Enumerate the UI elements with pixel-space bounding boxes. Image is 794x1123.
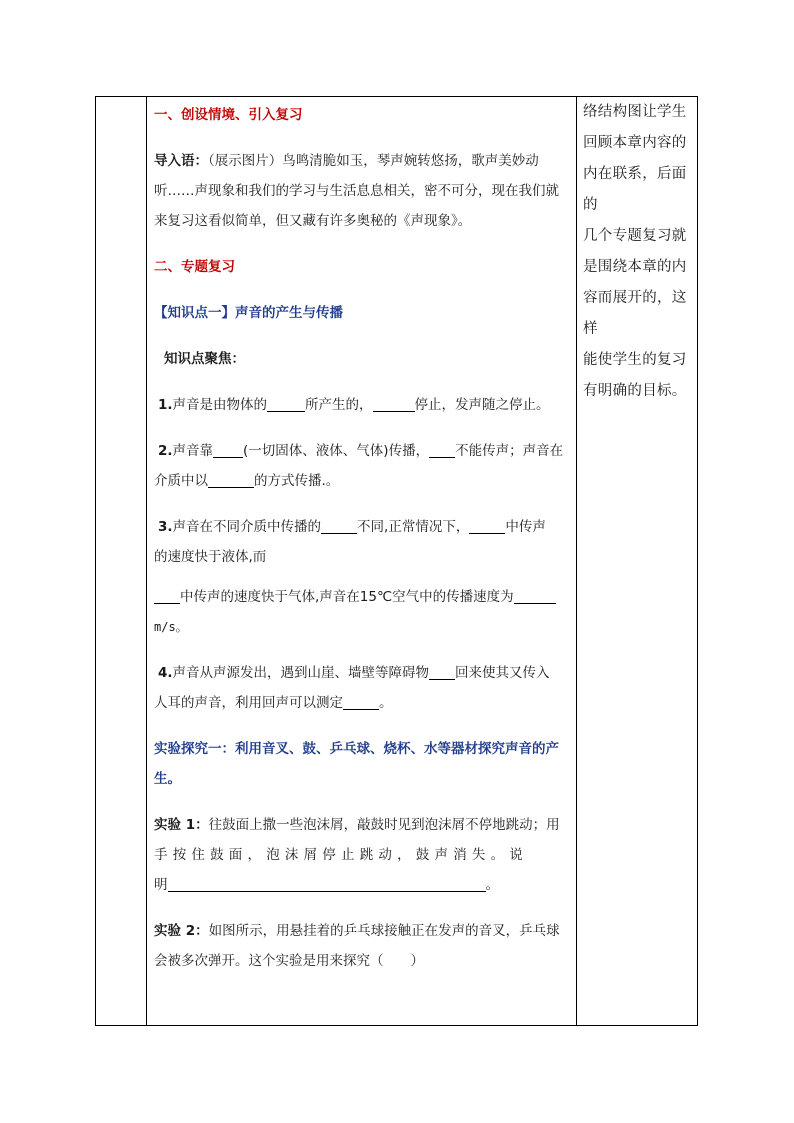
experiment-2-line-2: 会被多次弹开。这个实验是用来探究（ ） [154, 953, 424, 969]
question-2-text-b: (一切固体、液体、气体)传播， [243, 443, 430, 459]
question-4-text-c: 人耳的声音，利用回声可以测定 [154, 695, 343, 711]
blank-line[interactable] [429, 441, 455, 458]
question-3-unit: m/s。 [154, 620, 188, 634]
question-2-text-c: 不能传声；声音在 [455, 443, 564, 459]
blank-line[interactable] [168, 875, 486, 892]
question-3-text-b: 不同,正常情况下， [357, 519, 470, 535]
blank-line[interactable] [213, 441, 243, 458]
question-3-text-a: 声音在不同介质中传播的 [172, 519, 322, 535]
question-4-text-b: 回来使其又传入 [455, 665, 550, 681]
column-divider-right [576, 97, 577, 1025]
experiment-1-title-line-2: 生。 [154, 771, 181, 787]
question-1-text-c: 停止，发声随之停止。 [414, 397, 550, 413]
intro-line-1: （展示图片）鸟鸣清脆如玉，琴声婉转悠扬，歌声美妙动 [208, 153, 539, 169]
side-note-line: 络结构图让学生 [583, 104, 687, 120]
main-content [154, 97, 570, 976]
section-title-2: 二、专题复习 [154, 259, 235, 275]
experiment-2-paragraph [154, 916, 570, 946]
blank-line[interactable] [373, 395, 415, 412]
side-note-line: 能使学生的复习 [583, 352, 687, 368]
side-note-line: 是围绕本章的内 [583, 259, 687, 275]
experiment-1-line-2: 手按住鼓面，泡沫屑停止跳动，鼓声消失。说 [154, 847, 528, 863]
question-2 [154, 436, 570, 466]
question-1-text-b: 所产生的， [305, 397, 373, 413]
blank-line[interactable] [469, 517, 505, 534]
side-note-line: 容而展开的，这样 [583, 290, 687, 337]
question-3-line-3 [154, 582, 570, 612]
knowledge-point-1-title: 【知识点一】声音的产生与传播 [154, 305, 343, 321]
question-1 [154, 390, 570, 420]
side-note-line: 内在联系，后面的 [583, 166, 687, 213]
blank-line[interactable] [321, 517, 357, 534]
question-3-number: 3. [158, 519, 173, 535]
experiment-1-text-end: 。 [485, 877, 499, 893]
question-2-text-e: 的方式传播.。 [254, 473, 340, 489]
experiment-1-line-3 [154, 870, 570, 900]
section-title-1: 一、创设情境、引入复习 [154, 107, 303, 123]
question-1-text-a: 声音是由物体的 [172, 397, 268, 413]
side-note-line: 有明确的目标。 [583, 383, 687, 399]
question-4 [154, 658, 570, 688]
experiment-2-line-1: 如图所示，用悬挂着的乒乓球接触正在发声的音叉，乒乓球 [208, 923, 560, 939]
experiment-1-title: 实验探究一：利用音叉、鼓、乒乓球、烧杯、水等器材探究声音的产 [154, 741, 559, 757]
knowledge-focus-label: 知识点聚焦： [164, 351, 245, 367]
side-notes [583, 97, 695, 407]
question-3-line-2: 的速度快于液体,而 [154, 549, 267, 565]
question-4-number: 4. [158, 665, 173, 681]
question-3 [154, 512, 570, 542]
side-note-line: 几个专题复习就 [583, 228, 687, 244]
experiment-2-label: 实验 2： [154, 923, 209, 939]
intro-line-3: 来复习这看似简单，但又藏有许多奥秘的《声现象》。 [154, 213, 472, 229]
question-4-text-a: 声音从声源发出，遇到山崖、墙壁等障碍物 [172, 665, 430, 681]
experiment-1-line-1: 往鼓面上撒一些泡沫屑，敲鼓时见到泡沫屑不停地跳动；用 [208, 817, 560, 833]
question-2-text-d: 介质中以 [154, 473, 208, 489]
blank-line[interactable] [267, 395, 305, 412]
column-divider-left [146, 97, 147, 1025]
question-3-text-d: 中传声的速度快于气体,声音在15℃空气中的传播速度为 [180, 589, 514, 605]
intro-line-2: 听……声现象和我们的学习与生活息息相关，密不可分，现在我们就 [154, 183, 559, 199]
blank-line[interactable] [429, 663, 455, 680]
intro-paragraph [154, 146, 570, 176]
blank-line[interactable] [208, 471, 254, 488]
question-3-text-c: 中传声 [505, 519, 546, 535]
lesson-table [95, 96, 698, 1026]
question-4-text-d: 。 [379, 695, 393, 711]
blank-line[interactable] [154, 587, 180, 604]
blank-line[interactable] [343, 693, 379, 710]
blank-line[interactable] [514, 587, 556, 604]
intro-label: 导入语： [154, 153, 208, 169]
question-1-number: 1. [158, 397, 173, 413]
side-note-line: 回顾本章内容的 [583, 135, 687, 151]
experiment-1-paragraph [154, 810, 570, 840]
question-4-line-2 [154, 688, 570, 718]
question-2-number: 2. [158, 443, 173, 459]
experiment-1-text: 明 [154, 877, 168, 893]
question-2-text-a: 声音靠 [172, 443, 214, 459]
experiment-1-label: 实验 1： [154, 817, 209, 833]
question-2-line-2 [154, 466, 570, 496]
